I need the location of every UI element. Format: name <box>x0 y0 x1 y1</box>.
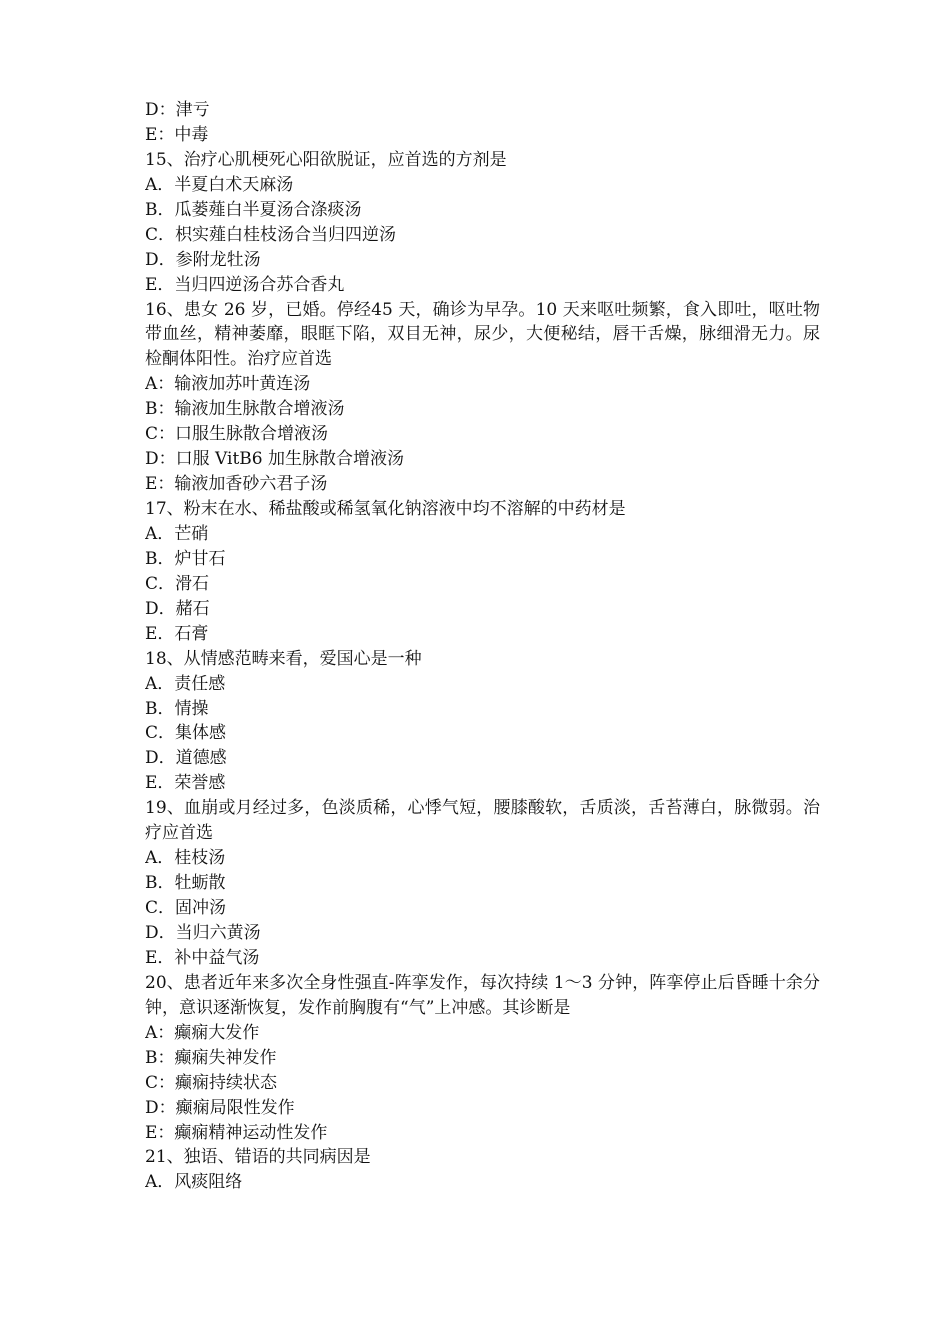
option-d: D：津亏 <box>145 100 210 120</box>
option-a: A．芒硝 <box>145 523 209 544</box>
question-21: 21、独语、错语的共同病因是 <box>145 1147 371 1168</box>
option-d: D：口服 VitB6 加生脉散合增液汤 <box>145 449 404 470</box>
option-b: B：输液加生脉散合增液汤 <box>145 399 345 420</box>
option-b: B．瓜蒌薤白半夏汤合涤痰汤 <box>145 199 362 220</box>
option-e: E．补中益气汤 <box>145 947 260 968</box>
option-c: C：癫痫持续状态 <box>145 1072 278 1093</box>
option-d: D．参附龙牡汤 <box>145 249 261 270</box>
option-d: D．道德感 <box>145 748 227 769</box>
question-list <box>145 98 820 1195</box>
question-19: 19、血崩或月经过多，色淡质稀，心悸气短，腰膝酸软，舌质淡，舌苔薄白，脉微弱。治疗应首选 <box>145 798 820 844</box>
option-e: E：癫痫精神运动性发作 <box>145 1122 328 1143</box>
option-a: A．桂枝汤 <box>145 848 226 869</box>
question-17: 17、粉末在水、稀盐酸或稀氢氧化钠溶液中均不溶解的中药材是 <box>145 499 626 520</box>
option-e: E：中毒 <box>145 124 209 145</box>
question-16: 16、患女 26 岁，已婚。停经45 天，确诊为早孕。10 天来呕吐频繁，食入即吐，呕吐物带血丝，精神萎靡，眼眶下陷，双目无神，尿少，大便秘结，唇干舌燥，脉细滑无力。尿检酮体阳性。治疗应首选 <box>145 299 820 370</box>
option-c: C．固冲汤 <box>145 898 227 919</box>
option-e: E：输液加香砂六君子汤 <box>145 474 328 495</box>
option-d: D．当归六黄汤 <box>145 923 261 944</box>
option-b: B．牡蛎散 <box>145 873 226 894</box>
option-c: C．枳实薤白桂枝汤合当归四逆汤 <box>145 224 397 245</box>
question-18: 18、从情感范畴来看，爱国心是一种 <box>145 648 422 669</box>
option-a: A．半夏白术天麻汤 <box>145 174 294 195</box>
option-c: C．集体感 <box>145 723 227 744</box>
option-a: A：输液加苏叶黄连汤 <box>145 374 311 395</box>
option-a: A：癫痫大发作 <box>145 1022 260 1043</box>
option-e: E．当归四逆汤合苏合香丸 <box>145 274 345 295</box>
option-d: D．赭石 <box>145 598 210 619</box>
option-c: C．滑石 <box>145 573 210 594</box>
option-e: E．荣誉感 <box>145 773 226 794</box>
question-20: 20、患者近年来多次全身性强直-阵挛发作，每次持续 1～3 分钟，阵挛停止后昏睡十余分钟，意识逐渐恢复，发作前胸腹有“气”上冲感。其诊断是 <box>145 972 820 1018</box>
option-d: D：癫痫局限性发作 <box>145 1097 295 1118</box>
option-e: E．石膏 <box>145 623 209 644</box>
option-c: C：口服生脉散合增液汤 <box>145 424 329 445</box>
option-b: B：癫痫失神发作 <box>145 1047 277 1068</box>
question-15: 15、治疗心肌梗死心阳欲脱证，应首选的方剂是 <box>145 149 507 170</box>
option-b: B．情操 <box>145 698 209 719</box>
option-b: B．炉甘石 <box>145 548 226 569</box>
option-a: A．责任感 <box>145 673 226 694</box>
option-a: A．风痰阻络 <box>145 1172 243 1193</box>
